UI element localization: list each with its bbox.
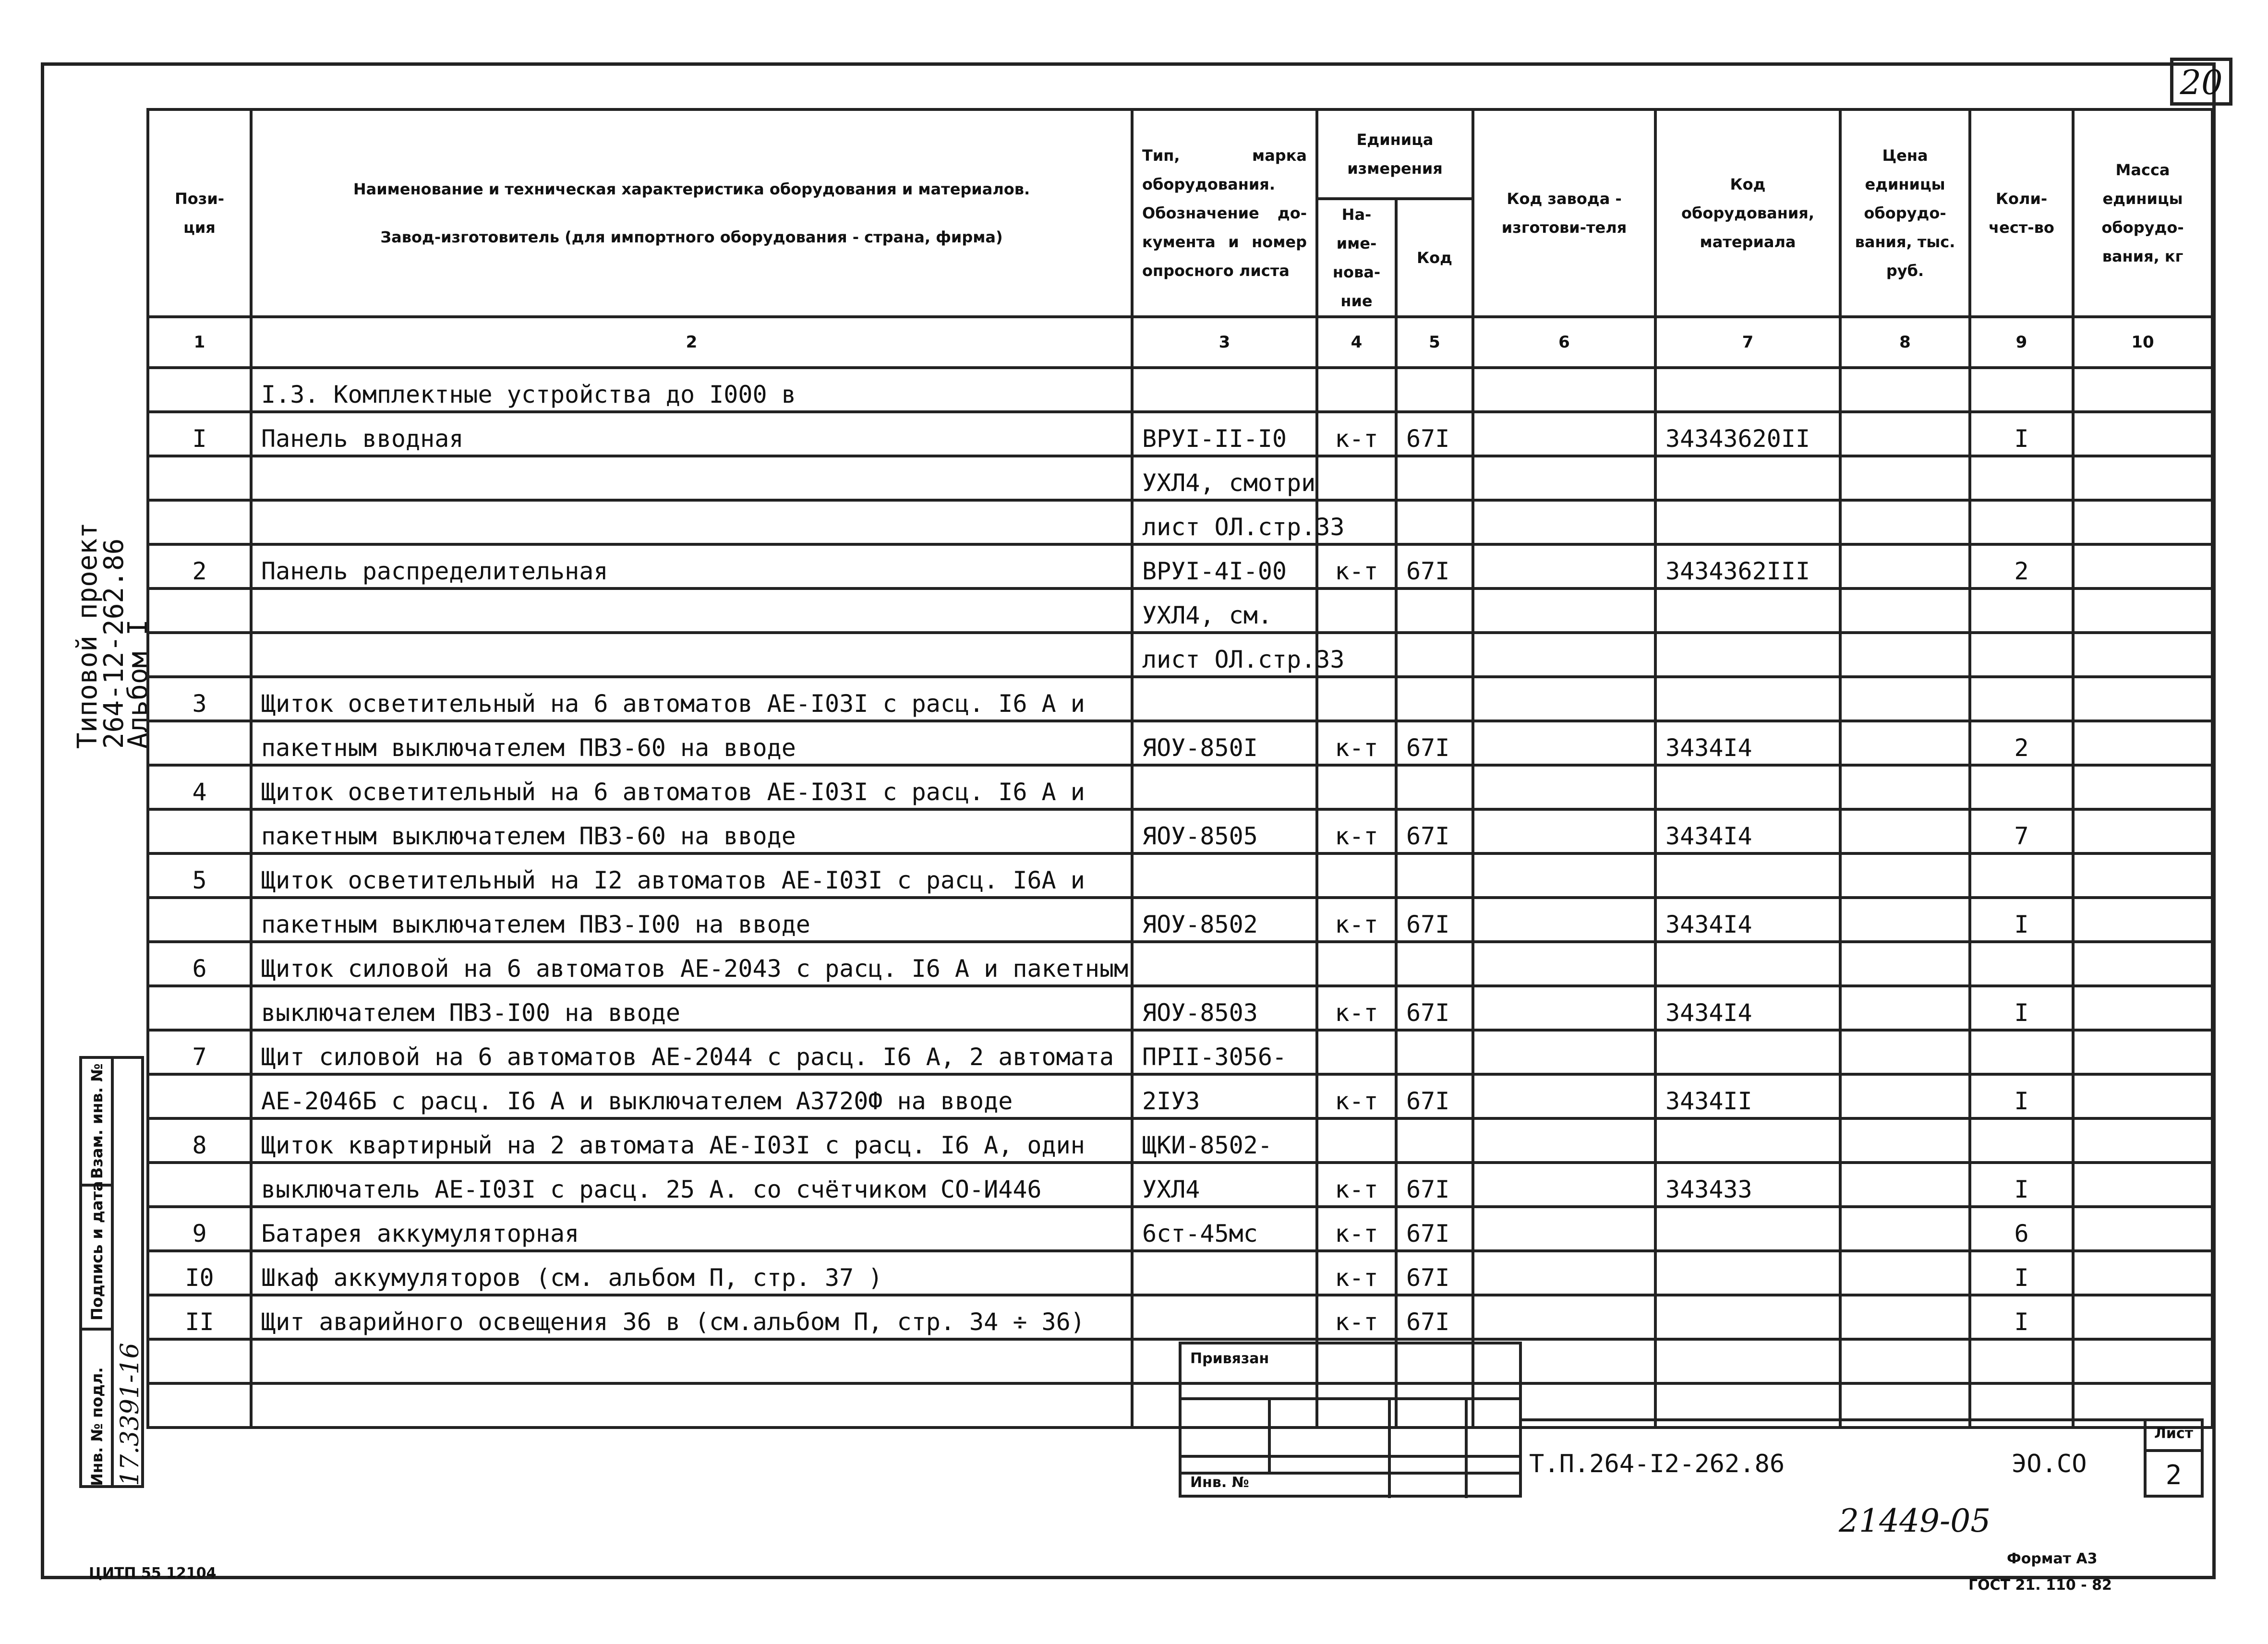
cell-qty: [1970, 765, 2073, 809]
sheet-corner-number: 20: [2170, 58, 2232, 106]
cell-mass: [2073, 1251, 2212, 1295]
cell-name: [251, 1383, 1132, 1428]
cell-unit-code: 67I: [1396, 898, 1473, 942]
cell-equip-code: [1655, 765, 1840, 809]
header-type: Тип, марка оборудования. Обозначение до-кумента и номер опросного листа: [1132, 109, 1317, 317]
cell-equip-code: [1655, 456, 1840, 500]
cell-price: [1840, 1339, 1970, 1383]
cell-name: [251, 1339, 1132, 1383]
cell-mass: [2073, 986, 2212, 1030]
cell-unit: к-т: [1317, 1251, 1396, 1295]
cell-unit: к-т: [1317, 1074, 1396, 1118]
cell-qty: 2: [1970, 721, 2073, 765]
column-number: 6: [1473, 317, 1655, 368]
header-name: [251, 109, 1132, 317]
header-name-line2: Завод-изготовитель (для импортного оборудования - страна, фирма): [380, 228, 1003, 246]
cell-name: Щиток осветительный на 6 автоматов АЕ-I03I с расц. I6 А и: [251, 765, 1132, 809]
cell-name: Щиток силовой на 6 автоматов АЕ-2043 с расц. I6 А и пакетным: [251, 942, 1132, 986]
cell-qty: [1970, 1339, 2073, 1383]
cell-type: ЯОУ-8503: [1132, 986, 1317, 1030]
binding-label: Привязан: [1190, 1350, 1269, 1367]
cell-unit: [1317, 853, 1396, 898]
cell-mass: [2073, 544, 2212, 588]
cell-maker: [1473, 1074, 1655, 1118]
header-position: Пози- ция: [148, 109, 251, 317]
cell-price: [1840, 1251, 1970, 1295]
cell-unit: к-т: [1317, 1207, 1396, 1251]
sheet-number: 2: [2165, 1460, 2182, 1491]
table-row: [148, 853, 2212, 898]
column-number-row: [148, 317, 2212, 368]
cell-position: 3: [148, 677, 251, 721]
cell-qty: 6: [1970, 1207, 2073, 1251]
cell-mass: [2073, 1030, 2212, 1074]
footer-format: Формат А3: [2007, 1550, 2098, 1567]
cell-type: [1132, 1251, 1317, 1295]
cell-unit-code: 67I: [1396, 1251, 1473, 1295]
table-row: [148, 456, 2212, 500]
cell-unit: [1317, 1030, 1396, 1074]
specification-table: [146, 108, 2214, 1429]
stamp-inv-label: Инв. № подл.: [88, 1367, 106, 1486]
cell-unit: к-т: [1317, 986, 1396, 1030]
cell-position: 5: [148, 853, 251, 898]
cell-type: 6ст-45мс: [1132, 1207, 1317, 1251]
cell-type: лист ОЛ.стр.33: [1132, 633, 1317, 677]
cell-maker: [1473, 677, 1655, 721]
table-row: [148, 544, 2212, 588]
handwritten-number: 21449-05: [1839, 1502, 1991, 1539]
cell-qty: I: [1970, 1074, 2073, 1118]
binding-inv-label: Инв. №: [1190, 1474, 1249, 1491]
cell-type: ВРУI-4I-00: [1132, 544, 1317, 588]
cell-qty: [1970, 588, 2073, 633]
footer-gost: ГОСТ 21. 110 - 82: [1968, 1577, 2112, 1594]
cell-qty: [1970, 853, 2073, 898]
column-number: 8: [1840, 317, 1970, 368]
cell-name: [251, 456, 1132, 500]
cell-unit-code: 67I: [1396, 1207, 1473, 1251]
cell-name: [251, 500, 1132, 544]
header-qty: Коли-чест-во: [1970, 109, 2073, 317]
cell-maker: [1473, 765, 1655, 809]
table-row: [148, 1118, 2212, 1163]
cell-unit-code: 67I: [1396, 1163, 1473, 1207]
table-row: [148, 1251, 2212, 1295]
cell-equip-code: [1655, 853, 1840, 898]
cell-mass: [2073, 677, 2212, 721]
column-number: 4: [1317, 317, 1396, 368]
cell-position: [148, 633, 251, 677]
cell-type: УХЛ4, см.: [1132, 588, 1317, 633]
cell-qty: 2: [1970, 544, 2073, 588]
cell-maker: [1473, 544, 1655, 588]
cell-mass: [2073, 368, 2212, 412]
cell-mass: [2073, 1163, 2212, 1207]
cell-position: 6: [148, 942, 251, 986]
cell-price: [1840, 1030, 1970, 1074]
cell-unit-code: 67I: [1396, 412, 1473, 456]
cell-position: 2: [148, 544, 251, 588]
cell-type: УХЛ4: [1132, 1163, 1317, 1207]
cell-price: [1840, 633, 1970, 677]
cell-unit: к-т: [1317, 1163, 1396, 1207]
cell-price: [1840, 1074, 1970, 1118]
binding-block: [1179, 1342, 1522, 1498]
cell-equip-code: [1655, 1118, 1840, 1163]
cell-unit: [1317, 1118, 1396, 1163]
cell-equip-code: 3434I4: [1655, 721, 1840, 765]
table-row: [148, 412, 2212, 456]
cell-equip-code: 3434II: [1655, 1074, 1840, 1118]
cell-type: [1132, 677, 1317, 721]
sheet-label: Лист: [2154, 1425, 2194, 1442]
cell-equip-code: [1655, 500, 1840, 544]
cell-name: Щит силовой на 6 автоматов АЕ-2044 с расц. I6 А, 2 автомата: [251, 1030, 1132, 1074]
cell-unit: к-т: [1317, 412, 1396, 456]
cell-position: [148, 1383, 251, 1428]
cell-mass: [2073, 809, 2212, 853]
cell-mass: [2073, 853, 2212, 898]
table-row: [148, 677, 2212, 721]
cell-maker: [1473, 853, 1655, 898]
cell-mass: [2073, 500, 2212, 544]
cell-qty: [1970, 633, 2073, 677]
cell-unit-code: [1396, 853, 1473, 898]
cell-mass: [2073, 633, 2212, 677]
cell-name: Щиток осветительный на 6 автоматов АЕ-I03I с расц. I6 А и: [251, 677, 1132, 721]
cell-name: [251, 588, 1132, 633]
cell-maker: [1473, 456, 1655, 500]
table-row: [148, 633, 2212, 677]
cell-mass: [2073, 942, 2212, 986]
table-row: [148, 1207, 2212, 1251]
cell-maker: [1473, 898, 1655, 942]
cell-unit-code: [1396, 368, 1473, 412]
cell-mass: [2073, 765, 2212, 809]
column-number: 3: [1132, 317, 1317, 368]
cell-price: [1840, 1118, 1970, 1163]
cell-mass: [2073, 1295, 2212, 1339]
cell-name: [251, 633, 1132, 677]
cell-equip-code: 343433: [1655, 1163, 1840, 1207]
cell-unit: [1317, 456, 1396, 500]
cell-name: Щит аварийного освещения 36 в (см.альбом П, стр. 34 ÷ 36): [251, 1295, 1132, 1339]
cell-name: Шкаф аккумуляторов (см. альбом П, стр. 37 ): [251, 1251, 1132, 1295]
cell-name: АЕ-2046Б с расц. I6 А и выключателем А3720Ф на вводе: [251, 1074, 1132, 1118]
column-number: 5: [1396, 317, 1473, 368]
cell-equip-code: 3434I4: [1655, 898, 1840, 942]
cell-name: Батарея аккумуляторная: [251, 1207, 1132, 1251]
cell-unit: к-т: [1317, 898, 1396, 942]
cell-type: [1132, 853, 1317, 898]
cell-qty: I: [1970, 1295, 2073, 1339]
cell-equip-code: [1655, 1295, 1840, 1339]
cell-position: I0: [148, 1251, 251, 1295]
cell-price: [1840, 500, 1970, 544]
cell-mass: [2073, 721, 2212, 765]
column-number: 7: [1655, 317, 1840, 368]
header-equip-code: Код оборудования, материала: [1655, 109, 1840, 317]
cell-type: ЩКИ-8502-: [1132, 1118, 1317, 1163]
table-row: [148, 721, 2212, 765]
cell-name: Щиток квартирный на 2 автомата АЕ-I03I с расц. I6 А, один: [251, 1118, 1132, 1163]
cell-price: [1840, 721, 1970, 765]
cell-position: 7: [148, 1030, 251, 1074]
cell-unit: к-т: [1317, 544, 1396, 588]
cell-mass: [2073, 1118, 2212, 1163]
cell-name: I.3. Комплектные устройства до I000 в: [251, 368, 1132, 412]
cell-maker: [1473, 1251, 1655, 1295]
cell-type: ВРУI-II-I0: [1132, 412, 1317, 456]
cell-unit-code: 67I: [1396, 1074, 1473, 1118]
table-row: [148, 1074, 2212, 1118]
cell-maker: [1473, 368, 1655, 412]
side-title-line2: 264-12-262.86: [98, 538, 130, 749]
cell-name: Панель распределительная: [251, 544, 1132, 588]
cell-unit-code: [1396, 588, 1473, 633]
cell-price: [1840, 368, 1970, 412]
table-row: [148, 765, 2212, 809]
header-maker: Код завода - изготови-теля: [1473, 109, 1655, 317]
cell-equip-code: 3434I4: [1655, 809, 1840, 853]
header-unit-code: Код: [1396, 199, 1473, 317]
cell-price: [1840, 853, 1970, 898]
cell-name: Панель вводная: [251, 412, 1132, 456]
cell-position: [148, 721, 251, 765]
cell-type: УХЛ4, смотри: [1132, 456, 1317, 500]
cell-maker: [1473, 633, 1655, 677]
cell-mass: [2073, 1207, 2212, 1251]
cell-qty: [1970, 1030, 2073, 1074]
cell-equip-code: [1655, 1207, 1840, 1251]
cell-unit: к-т: [1317, 809, 1396, 853]
cell-price: [1840, 809, 1970, 853]
header-price: Цена единицы оборудо-вания, тыс. руб.: [1840, 109, 1970, 317]
cell-position: [148, 1074, 251, 1118]
left-stamp: [79, 1056, 144, 1488]
cell-mass: [2073, 412, 2212, 456]
cell-unit-code: [1396, 633, 1473, 677]
cell-type: 2IУ3: [1132, 1074, 1317, 1118]
column-number: 10: [2073, 317, 2212, 368]
cell-unit: [1317, 765, 1396, 809]
cell-maker: [1473, 809, 1655, 853]
cell-qty: [1970, 456, 2073, 500]
cell-name: пакетным выключателем ПВЗ-60 на вводе: [251, 721, 1132, 765]
cell-position: [148, 456, 251, 500]
cell-type: ЯОУ-850I: [1132, 721, 1317, 765]
cell-qty: I: [1970, 898, 2073, 942]
cell-mass: [2073, 1074, 2212, 1118]
cell-position: [148, 500, 251, 544]
table-row: [148, 500, 2212, 544]
cell-price: [1840, 1163, 1970, 1207]
cell-price: [1840, 1207, 1970, 1251]
header-unit-name: На-име-нова-ние: [1317, 199, 1396, 317]
cell-position: [148, 1339, 251, 1383]
doc-number: Т.П.264-I2-262.86: [1529, 1450, 1785, 1478]
cell-maker: [1473, 412, 1655, 456]
cell-unit: [1317, 942, 1396, 986]
sheet-box: [2144, 1418, 2204, 1498]
cell-type: ЯОУ-8502: [1132, 898, 1317, 942]
cell-equip-code: [1655, 1251, 1840, 1295]
column-number: 1: [148, 317, 251, 368]
table-row: [148, 898, 2212, 942]
cell-name: Щиток осветительный на I2 автоматов АЕ-I03I с расц. I6А и: [251, 853, 1132, 898]
cell-type: [1132, 368, 1317, 412]
cell-unit-code: 67I: [1396, 544, 1473, 588]
cell-unit: [1317, 588, 1396, 633]
cell-qty: [1970, 500, 2073, 544]
cell-equip-code: [1655, 1030, 1840, 1074]
footer-org: ЦИТП 55 12104: [89, 1565, 217, 1582]
cell-type: лист ОЛ.стр.33: [1132, 500, 1317, 544]
cell-qty: I: [1970, 986, 2073, 1030]
cell-unit-code: [1396, 456, 1473, 500]
cell-position: [148, 898, 251, 942]
cell-maker: [1473, 500, 1655, 544]
cell-equip-code: [1655, 588, 1840, 633]
cell-unit-code: 67I: [1396, 986, 1473, 1030]
table-row: [148, 368, 2212, 412]
cell-equip-code: 3434I4: [1655, 986, 1840, 1030]
cell-qty: I: [1970, 412, 2073, 456]
side-title-line3: Альбом I: [122, 619, 154, 749]
cell-maker: [1473, 1118, 1655, 1163]
table-row: [148, 1295, 2212, 1339]
cell-unit-code: 67I: [1396, 721, 1473, 765]
cell-mass: [2073, 456, 2212, 500]
cell-name: выключатель АЕ-I03I с расц. 25 А. со счётчиком СО-И446: [251, 1163, 1132, 1207]
stamp-vzam-label: Взам. инв. №: [88, 1063, 106, 1179]
cell-type: ПРII-3056-: [1132, 1030, 1317, 1074]
cell-equip-code: [1655, 677, 1840, 721]
cell-price: [1840, 1295, 1970, 1339]
table-row: [148, 942, 2212, 986]
cell-unit-code: [1396, 765, 1473, 809]
cell-unit-code: 67I: [1396, 1295, 1473, 1339]
stamp-podpis-label: Подпись и дата: [88, 1181, 106, 1320]
cell-unit-code: 67I: [1396, 809, 1473, 853]
cell-unit-code: [1396, 1118, 1473, 1163]
column-number: 2: [251, 317, 1132, 368]
cell-equip-code: 3434362III: [1655, 544, 1840, 588]
cell-mass: [2073, 588, 2212, 633]
cell-position: 4: [148, 765, 251, 809]
cell-unit-code: [1396, 1030, 1473, 1074]
cell-maker: [1473, 588, 1655, 633]
cell-position: [148, 986, 251, 1030]
cell-maker: [1473, 721, 1655, 765]
cell-unit: [1317, 368, 1396, 412]
cell-position: [148, 1163, 251, 1207]
header-name-line1: Наименование и техническая характеристика оборудования и материалов.: [353, 180, 1030, 198]
cell-price: [1840, 677, 1970, 721]
table-row: [148, 809, 2212, 853]
cell-equip-code: [1655, 942, 1840, 986]
cell-position: II: [148, 1295, 251, 1339]
cell-maker: [1473, 942, 1655, 986]
cell-price: [1840, 765, 1970, 809]
table-row: [148, 986, 2212, 1030]
table-row: [148, 588, 2212, 633]
cell-qty: I: [1970, 1251, 2073, 1295]
cell-unit: [1317, 677, 1396, 721]
cell-price: [1840, 588, 1970, 633]
cell-price: [1840, 942, 1970, 986]
cell-maker: [1473, 1030, 1655, 1074]
cell-type: [1132, 1295, 1317, 1339]
cell-unit-code: [1396, 677, 1473, 721]
cell-position: I: [148, 412, 251, 456]
stamp-inv-value: 17.3391-16: [116, 1343, 145, 1486]
cell-name: пакетным выключателем ПВЗ-I00 на вводе: [251, 898, 1132, 942]
cell-qty: I: [1970, 1163, 2073, 1207]
cell-price: [1840, 412, 1970, 456]
cell-price: [1840, 544, 1970, 588]
cell-qty: [1970, 368, 2073, 412]
cell-equip-code: [1655, 633, 1840, 677]
cell-type: [1132, 942, 1317, 986]
cell-equip-code: [1655, 368, 1840, 412]
cell-qty: [1970, 1118, 2073, 1163]
cell-maker: [1473, 1163, 1655, 1207]
cell-equip-code: [1655, 1339, 1840, 1383]
cell-price: [1840, 898, 1970, 942]
cell-unit-code: [1396, 500, 1473, 544]
cell-position: [148, 588, 251, 633]
cell-position: 8: [148, 1118, 251, 1163]
cell-qty: 7: [1970, 809, 2073, 853]
header-mass: Масса единицы оборудо-вания, кг: [2073, 109, 2212, 317]
cell-mass: [2073, 1339, 2212, 1383]
cell-qty: [1970, 942, 2073, 986]
header-unit: Единица измерения: [1317, 109, 1473, 199]
cell-position: [148, 809, 251, 853]
cell-maker: [1473, 986, 1655, 1030]
cell-name: пакетным выключателем ПВЗ-60 на вводе: [251, 809, 1132, 853]
cell-type: [1132, 765, 1317, 809]
cell-unit: к-т: [1317, 721, 1396, 765]
cell-equip-code: 34343620II: [1655, 412, 1840, 456]
cell-price: [1840, 456, 1970, 500]
cell-price: [1840, 986, 1970, 1030]
cell-type: ЯОУ-8505: [1132, 809, 1317, 853]
cell-position: 9: [148, 1207, 251, 1251]
cell-name: выключателем ПВЗ-I00 на вводе: [251, 986, 1132, 1030]
cell-unit: к-т: [1317, 1295, 1396, 1339]
doc-code: ЭО.СО: [2012, 1450, 2087, 1478]
table-row: [148, 1163, 2212, 1207]
cell-unit-code: [1396, 942, 1473, 986]
cell-maker: [1473, 1295, 1655, 1339]
side-title-line1: Типовой проект: [72, 522, 103, 749]
cell-position: [148, 368, 251, 412]
cell-qty: [1970, 677, 2073, 721]
cell-mass: [2073, 898, 2212, 942]
table-row: [148, 1030, 2212, 1074]
column-number: 9: [1970, 317, 2073, 368]
cell-maker: [1473, 1207, 1655, 1251]
